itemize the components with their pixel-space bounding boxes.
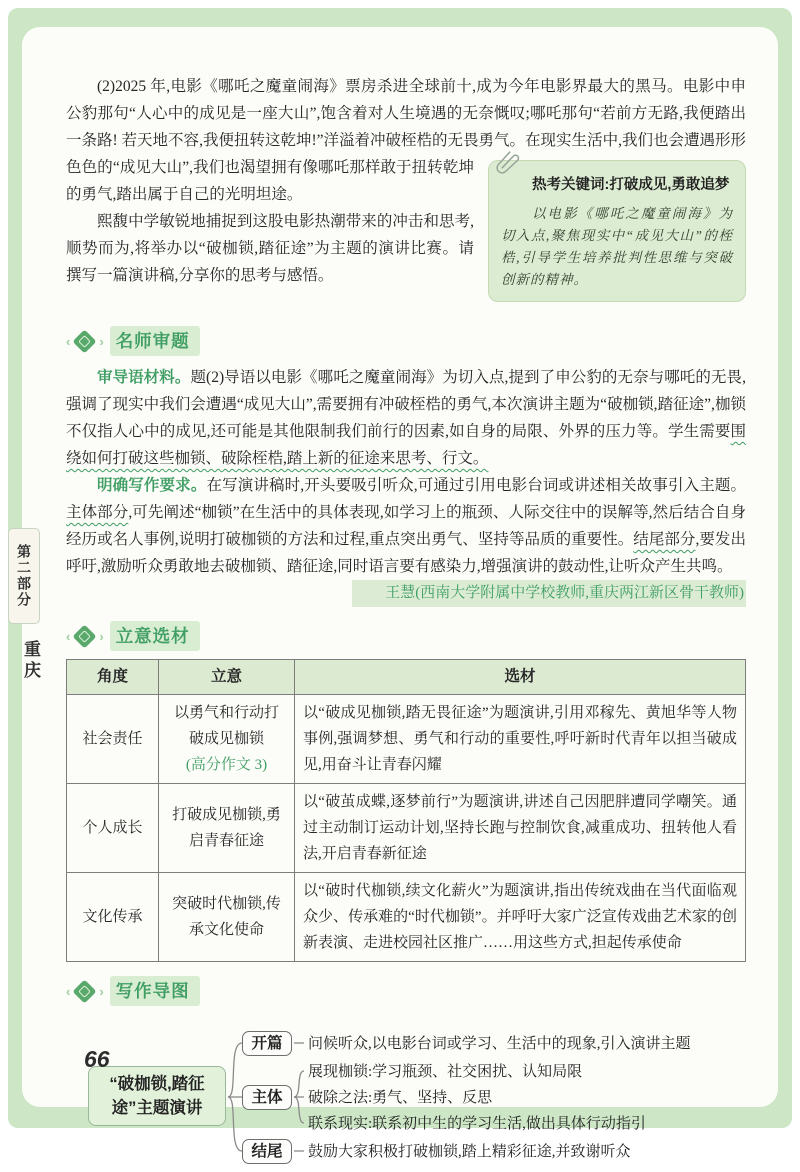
section-diamond-icon [73,329,97,353]
chevron-left-icon: ‹ [66,983,71,999]
chevron-right-icon: › [99,628,104,644]
mindmap-node-ending: 结尾 [242,1139,292,1164]
sidebar-region-label: 重庆 [21,640,40,682]
section-diamond-icon [73,624,97,648]
shenti-p2-underline-2: 结尾部分 [633,531,696,548]
cell-intent [159,695,295,784]
mindmap-root-topic: “破枷锁,踏征途”主题演讲 [88,1066,226,1126]
chevron-left-icon: ‹ [66,333,71,349]
section-diamond-icon [73,979,97,1003]
sidebar-part-label: 第二部分 [16,544,32,608]
intro-section [66,73,746,312]
section-header-lixuan [66,621,746,651]
cell-intent-note: (高分作文 3) [185,757,268,773]
cell-angle: 个人成长 [67,784,159,873]
hot-keyword-box [488,160,746,302]
shenti-p2-text1: 在写演讲稿时,开头要吸引听众,可通过引用电影台词或讲述相关故事引入主题。 [206,477,746,494]
shenti-paragraph-1 [66,364,746,472]
intro-paragraph-2: 熙馥中学敏锐地捕捉到这股电影热潮带来的冲击和思考,顺势而为,将举办以“破枷锁,踏征途”为主题的演讲比赛。请撰写一篇演讲稿,分享你的思考与感悟。 [66,213,474,284]
keyword-box-body: 以电影《哪吒之魔童闹海》为切入点,聚焦现实中“成见大山”的桎梏,引导学生培养批判性思维与突破创新的精神。 [501,206,733,287]
mindmap-node-body: 主体 [242,1085,292,1110]
col-header-intent: 立意 [159,660,295,695]
topic-material-table [66,659,746,962]
cell-angle: 文化传承 [67,873,159,962]
shenti-section [66,364,746,607]
page-number: 66 [84,1046,110,1072]
shenti-p2-label: 明确写作要求。 [97,477,207,494]
section-title-shenti: 名师审题 [110,326,200,356]
intro-paragraph-1-part-a: (2)2025 年,电影《哪吒之魔童闹海》票房杀进全球前十,成为今年电影界最大的黑马。电影中申公豹那句“人心中的成见是一座大山”,饱含着对人生境遇的无奈慨叹;哪吒那句“若前方无路,我便踏出一条路! 若天地不容,我便扭转这乾坤!”洋溢着冲破桎梏的无畏勇气。在现实生活中,我们也会遭 [66,78,746,149]
content-card [22,27,778,1160]
section-title-lixuan: 立意选材 [110,621,200,651]
writing-mindmap [66,1022,746,1172]
paperclip-icon [497,149,519,173]
cell-intent-text: 以勇气和行动打破成见枷锁 [173,705,279,747]
chevron-right-icon: › [99,983,104,999]
mindmap-leaf: 联系现实:联系初中生的学习生活,做出具体行动指引 [308,1116,646,1132]
teacher-attribution: 王慧(西南大学附属中学校教师,重庆两江新区骨干教师) [352,580,746,607]
table-row [67,695,746,784]
col-header-angle: 角度 [67,660,159,695]
table-header-row [67,660,746,695]
chevron-left-icon: ‹ [66,628,71,644]
cell-material: 以“破成见枷锁,踏无畏征途”为题演讲,引用邓稼先、黄旭华等人物事例,强调梦想、勇气和行动的重要性,呼吁新时代青年以担当破成见,用奋斗让青春闪耀 [295,695,746,784]
cell-angle: 社会责任 [67,695,159,784]
cell-intent: 打破成见枷锁,勇启青春征途 [159,784,295,873]
cell-material: 以“破时代枷锁,续文化薪火”为题演讲,指出传统戏曲在当代面临观众少、传承难的“时代枷锁”。并呼吁大家广泛宣传戏曲艺术家的创新表演、走进校园社区推广……用这些方式,担起传承使命 [295,873,746,962]
cell-intent: 突破时代枷锁,传承文化使命 [159,873,295,962]
shenti-p1-label: 审导语材料。 [97,369,191,386]
table-row [67,873,746,962]
section-header-daotu [66,976,746,1006]
keyword-box-title: 热考关键词:打破成见,勇敢追梦 [532,177,730,193]
sidebar-part-tab [8,528,40,624]
table-row [67,784,746,873]
chevron-right-icon: › [99,333,104,349]
col-header-material: 选材 [295,660,746,695]
cell-material: 以“破茧成蝶,逐梦前行”为题演讲,讲述自己因肥胖遭同学嘲笑。通过主动制订运动计划,坚持长跑与控制饮食,减重成功、扭转他人看法,开启青春新征途 [295,784,746,873]
mindmap-node-opening: 开篇 [242,1031,292,1056]
intro-paragraph-1-part-b: 遇形形色色的“成见大山”,我们也渴望拥有像哪吒那样敢于扭转乾坤的勇气,踏出属于自己的光明坦途。 [66,132,746,203]
shenti-p1-text: 题(2)导语以电影《哪吒之魔童闹海》为切入点,提到了申公豹的无奈与哪吒的无畏,强调了现实中我们会遭遇“成见大山”,需要拥有冲破桎梏的勇气,本次演讲主题为“破枷锁,踏征途”,枷锁不仅指人心中的成见,还可能是其他限制我们前行的因素,如自身的局限、外界的压力等。学生需要 [66,369,746,440]
mindmap-leaf: 鼓励大家积极打破枷锁,踏上精彩征途,并致谢听众 [308,1144,631,1160]
section-title-daotu: 写作导图 [110,976,200,1006]
mindmap-leaf: 破除之法:勇气、坚持、反思 [308,1090,493,1106]
shenti-p2-text3: ,要发出呼吁,激励听众勇敢地去破枷锁、踏征途,同时语言要有感染力,增强演讲的鼓动性,让听众产生共鸣。 [66,531,746,575]
shenti-p1-underlined: 围绕如何打破这些枷锁、破除桎梏,踏上新的征途来思考、行文。 [66,423,746,467]
shenti-p2-text2: ,可先阐述“枷锁”在生活中的具体表现,如学习上的瓶颈、人际交往中的误解等,然后结合自身经历或名人事例,说明打破枷锁的方法和过程,重点突出勇气、坚持等品质的重要性。 [66,504,746,548]
shenti-paragraph-2 [66,472,746,601]
section-header-shenti [66,326,746,356]
mindmap-leaf: 展现枷锁:学习瓶颈、社交困扰、认知局限 [308,1064,583,1080]
shenti-p2-underline-1: 主体部分 [66,504,129,521]
mindmap-leaf: 问候听众,以电影台词或学习、生活中的现象,引入演讲主题 [308,1036,691,1052]
